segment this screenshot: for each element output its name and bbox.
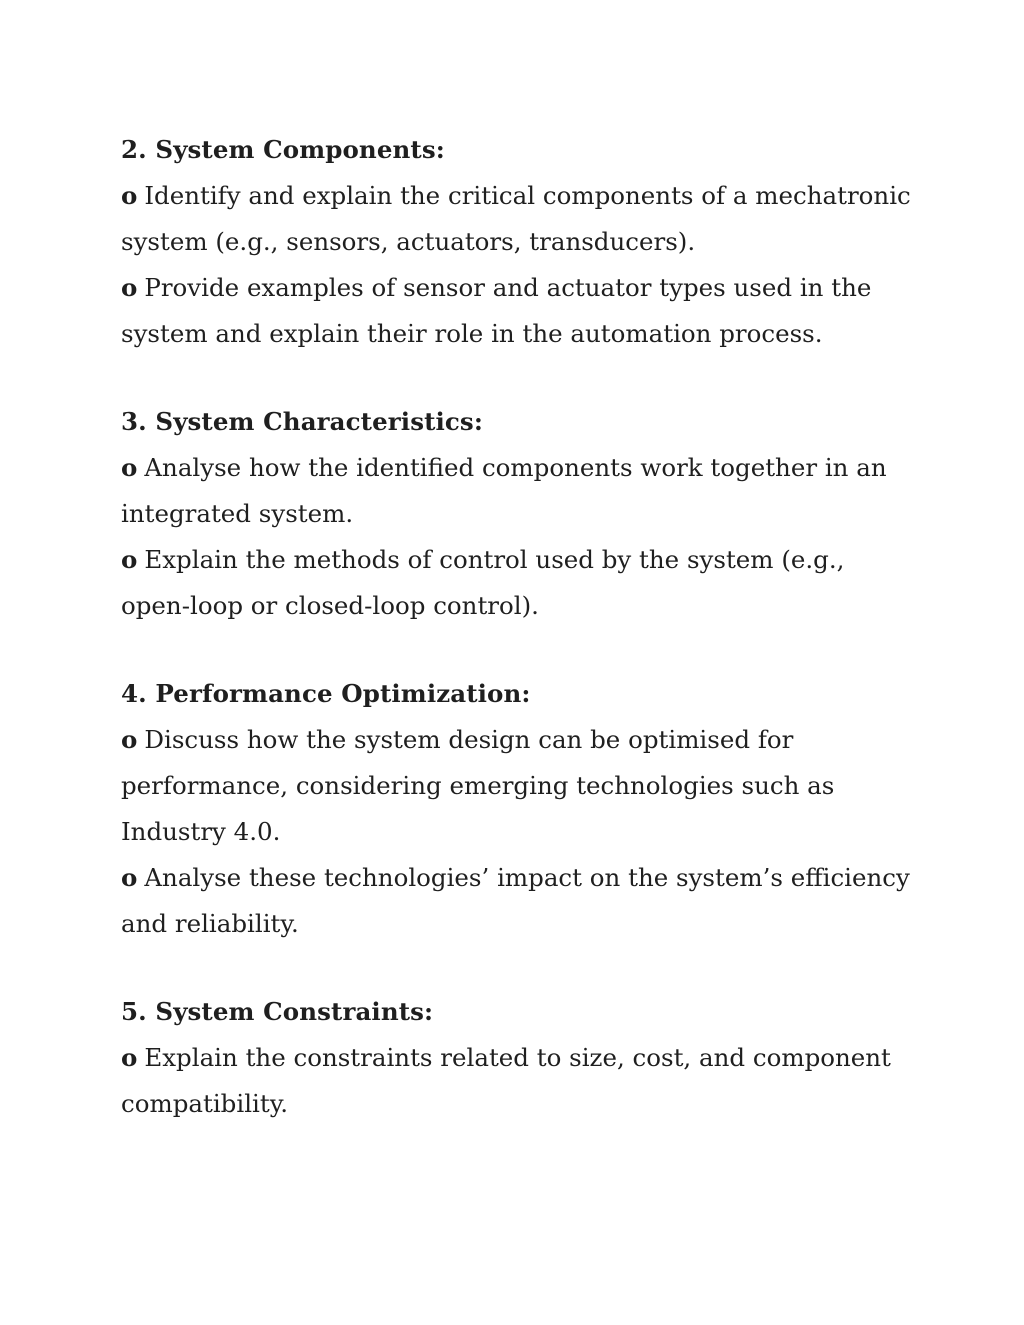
bullet-item (121, 173, 921, 265)
bullet-item (121, 265, 921, 357)
bullet-marker: o (121, 1043, 138, 1072)
bullet-text: Explain the constraints related to size, cost, and component compatibility. (121, 1043, 891, 1118)
section-heading: 2. System Components: (121, 135, 445, 164)
bullet-marker: o (121, 453, 138, 482)
section-system-constraints (121, 989, 921, 1127)
bullet-marker: o (121, 545, 138, 574)
section-system-characteristics (121, 399, 921, 629)
bullet-marker: o (121, 725, 138, 754)
section-system-components (121, 127, 921, 357)
bullet-marker: o (121, 863, 138, 892)
section-heading: 4. Performance Optimization: (121, 679, 531, 708)
section-performance-optimization (121, 671, 921, 947)
bullet-item (121, 445, 921, 537)
bullet-text: Discuss how the system design can be optimised for performance, considering emerging technologies such as Industry 4.0. (121, 725, 835, 846)
bullet-item (121, 537, 921, 629)
bullet-marker: o (121, 181, 138, 210)
bullet-text: Identify and explain the critical components of a mechatronic system (e.g., sensors, actuators, transducers). (121, 181, 911, 256)
section-heading: 3. System Characteristics: (121, 407, 483, 436)
bullet-text: Provide examples of sensor and actuator types used in the system and explain their role in the automation process. (121, 273, 872, 348)
bullet-text: Analyse these technologies’ impact on the system’s efficiency and reliability. (121, 863, 910, 938)
bullet-item (121, 855, 921, 947)
section-heading: 5. System Constraints: (121, 997, 434, 1026)
bullet-item (121, 717, 921, 855)
bullet-text: Analyse how the identified components work together in an integrated system. (121, 453, 887, 528)
bullet-text: Explain the methods of control used by the system (e.g., open-loop or closed-loop control). (121, 545, 845, 620)
document-page (121, 127, 921, 1169)
bullet-item (121, 1035, 921, 1127)
bullet-marker: o (121, 273, 138, 302)
